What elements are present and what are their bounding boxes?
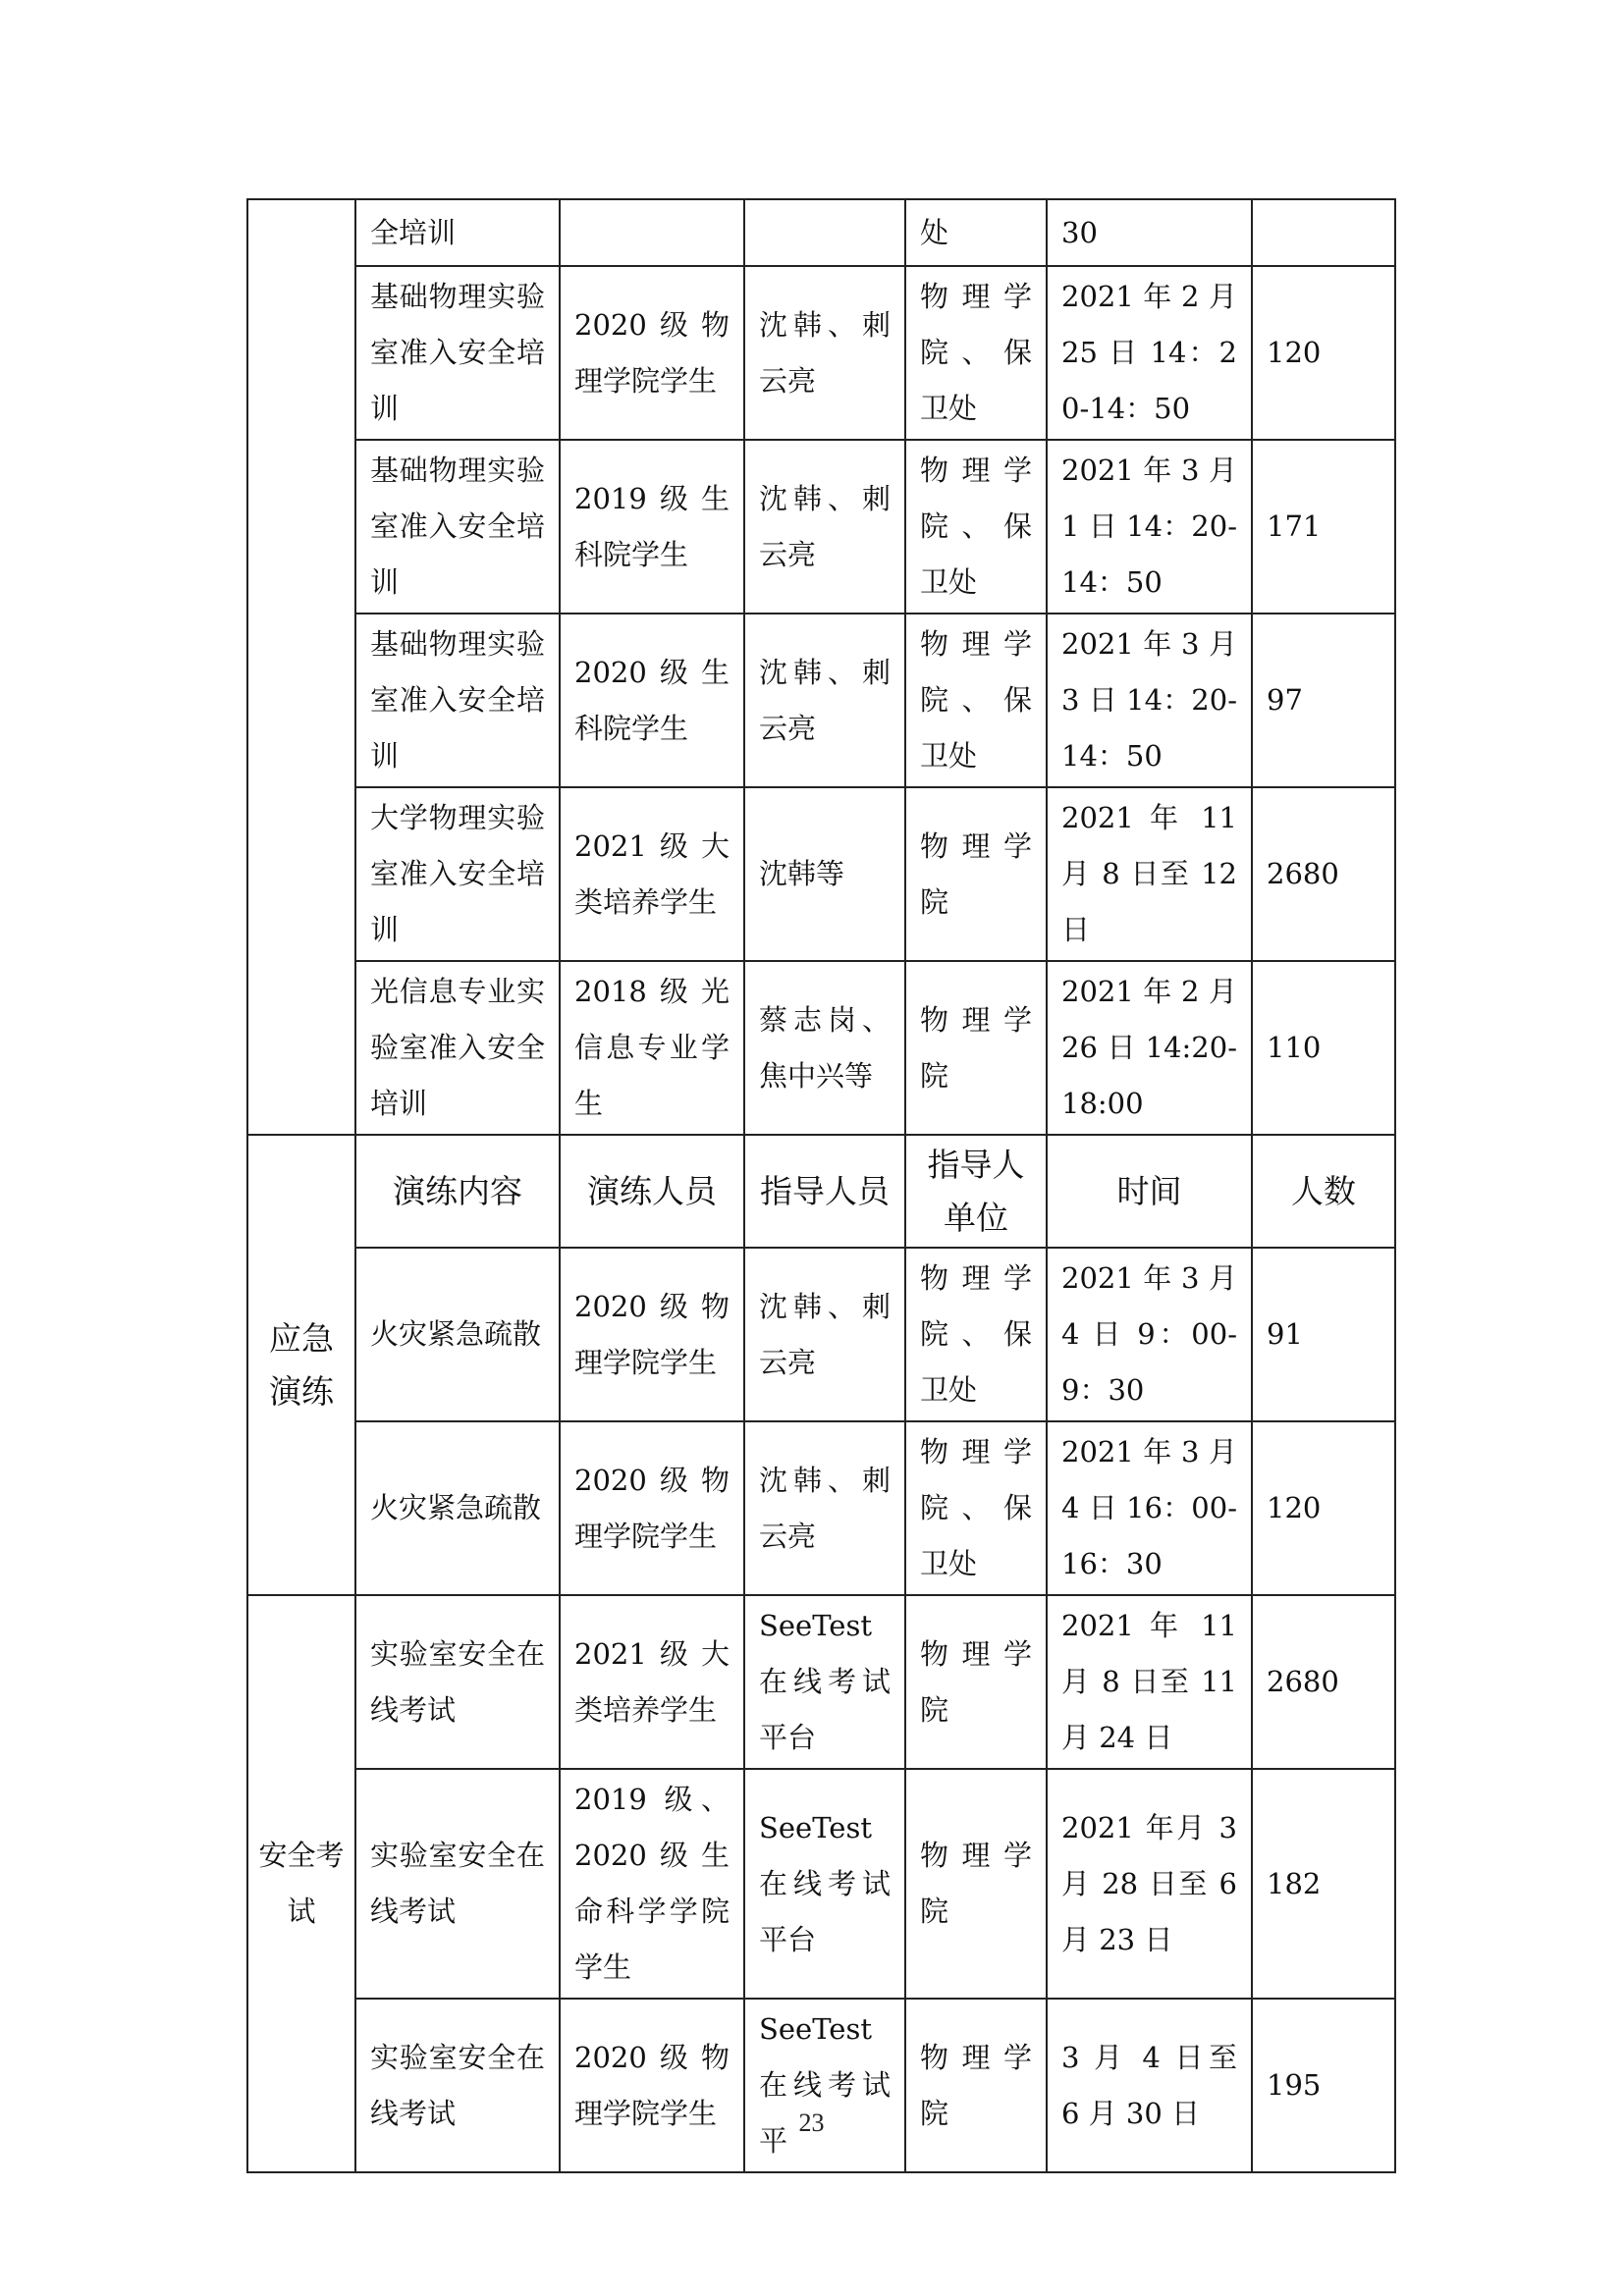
cell-unit: 物理学院、保卫处 (905, 1421, 1047, 1595)
table-row (247, 1248, 1395, 1421)
cell-people: 2021级大类培养学生 (560, 1595, 744, 1769)
cell-guide: 沈韩、刺云亮 (744, 440, 905, 614)
cell-time: 2021 年 2 月 26 日 14:20-18:00 (1047, 961, 1252, 1135)
cell-content: 大学物理实验室准入安全培训 (355, 787, 560, 961)
table-row (247, 961, 1395, 1135)
cell-count: 195 (1252, 1999, 1395, 2172)
cell-count: 2680 (1252, 1595, 1395, 1769)
cell-time: 3 月 4 日至 6 月 30 日 (1047, 1999, 1252, 2172)
cell-content: 火灾紧急疏散 (355, 1248, 560, 1421)
cell-count: 91 (1252, 1248, 1395, 1421)
cell-time: 2021 年 3 月 1 日 14：20-14：50 (1047, 440, 1252, 614)
cell-people: 2020级物理学院学生 (560, 1248, 744, 1421)
cell-guide: SeeTest 在线考试平台 (744, 1595, 905, 1769)
header-count: 人数 (1252, 1135, 1395, 1248)
table-row (247, 266, 1395, 440)
cell-time: 2021 年月 3 月 28 日至 6 月 23 日 (1047, 1769, 1252, 1999)
cell-content: 光信息专业实验室准入安全培训 (355, 961, 560, 1135)
cell-count: 110 (1252, 961, 1395, 1135)
cell-guide: SeeTest 在线考试平 (744, 1999, 905, 2172)
category-cell-training (247, 199, 355, 1135)
cell-time: 2021 年 3 月 4 日 16：00-16：30 (1047, 1421, 1252, 1595)
cell-count: 120 (1252, 266, 1395, 440)
cell-content: 实验室安全在线考试 (355, 1999, 560, 2172)
cell-guide: 沈韩、刺云亮 (744, 1421, 905, 1595)
cell-content: 基础物理实验室准入安全培训 (355, 266, 560, 440)
cell-unit: 物理学院 (905, 1595, 1047, 1769)
cell-time: 2021 年 3 月 3 日 14：20-14：50 (1047, 614, 1252, 787)
table-header-row (247, 1135, 1395, 1248)
cell-count: 182 (1252, 1769, 1395, 1999)
table-row (247, 440, 1395, 614)
cell-unit: 物理学院 (905, 787, 1047, 961)
cell-guide: 沈韩、刺云亮 (744, 266, 905, 440)
cell-people: 2020级物理学院学生 (560, 1421, 744, 1595)
header-people: 演练人员 (560, 1135, 744, 1248)
cell-count: 171 (1252, 440, 1395, 614)
cell-guide: SeeTest 在线考试平台 (744, 1769, 905, 1999)
table-row (247, 1595, 1395, 1769)
cell-guide (744, 199, 905, 266)
cell-guide: 蔡志岗、焦中兴等 (744, 961, 905, 1135)
cell-unit: 物理学院 (905, 961, 1047, 1135)
page-number: 23 (798, 2109, 825, 2137)
table-row (247, 1769, 1395, 1999)
cell-content: 基础物理实验室准入安全培训 (355, 440, 560, 614)
table-row (247, 1999, 1395, 2172)
cell-content: 实验室安全在线考试 (355, 1595, 560, 1769)
cell-people: 2020级物理学院学生 (560, 266, 744, 440)
activity-table (246, 198, 1396, 2173)
cell-people: 2019级生科院学生 (560, 440, 744, 614)
header-unit: 指导人单位 (905, 1135, 1047, 1248)
header-time: 时间 (1047, 1135, 1252, 1248)
header-content: 演练内容 (355, 1135, 560, 1248)
cell-time: 2021 年 3 月 4 日 9：00-9：30 (1047, 1248, 1252, 1421)
table-row (247, 787, 1395, 961)
cell-content: 基础物理实验室准入安全培训 (355, 614, 560, 787)
cell-guide: 沈韩等 (744, 787, 905, 961)
cell-count: 120 (1252, 1421, 1395, 1595)
category-cell-drill: 应急演练 (247, 1135, 355, 1595)
cell-count: 97 (1252, 614, 1395, 787)
header-guide: 指导人员 (744, 1135, 905, 1248)
cell-count: 2680 (1252, 787, 1395, 961)
cell-unit: 物理学院 (905, 1769, 1047, 1999)
cell-content: 火灾紧急疏散 (355, 1421, 560, 1595)
cell-content: 实验室安全在线考试 (355, 1769, 560, 1999)
cell-people: 2019 级、2020级生命科学学院学生 (560, 1769, 744, 1999)
cell-guide: 沈韩、刺云亮 (744, 614, 905, 787)
cell-people: 2020级生科院学生 (560, 614, 744, 787)
cell-people: 2018级光信息专业学生 (560, 961, 744, 1135)
cell-time: 2021 年 2 月 25 日 14：20-14：50 (1047, 266, 1252, 440)
cell-people: 2021级大类培养学生 (560, 787, 744, 961)
table-row (247, 199, 1395, 266)
cell-time: 2021 年 11 月 8 日至 12 日 (1047, 787, 1252, 961)
cell-count (1252, 199, 1395, 266)
table-row (247, 614, 1395, 787)
cell-unit: 物理学院、保卫处 (905, 266, 1047, 440)
cell-unit: 物理学院、保卫处 (905, 614, 1047, 787)
cell-people (560, 199, 744, 266)
cell-people: 2020级物理学院学生 (560, 1999, 744, 2172)
cell-unit: 物理学院 (905, 1999, 1047, 2172)
category-cell-exam: 安全考试 (247, 1595, 355, 2172)
cell-time: 2021 年 11 月 8 日至 11 月 24 日 (1047, 1595, 1252, 1769)
cell-unit: 处 (905, 199, 1047, 266)
table-row (247, 1421, 1395, 1595)
cell-time: 30 (1047, 199, 1252, 266)
cell-content: 全培训 (355, 199, 560, 266)
cell-unit: 物理学院、保卫处 (905, 1248, 1047, 1421)
cell-guide: 沈韩、刺云亮 (744, 1248, 905, 1421)
cell-unit: 物理学院、保卫处 (905, 440, 1047, 614)
